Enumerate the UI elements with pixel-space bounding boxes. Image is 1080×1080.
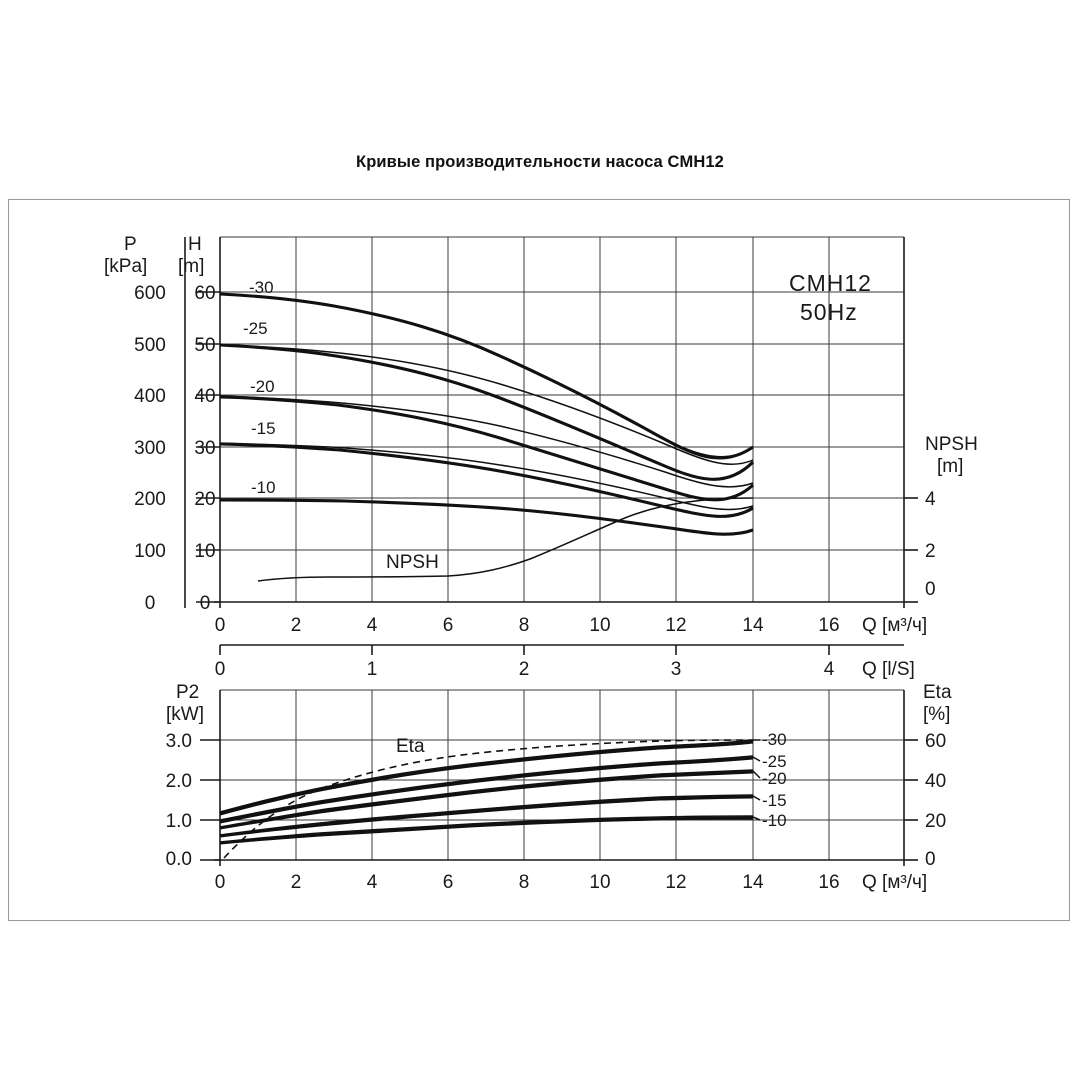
- xtick-10: 10: [589, 615, 611, 636]
- xtick-2: 2: [290, 615, 302, 636]
- xtick2-16-bottom: 16: [818, 872, 840, 893]
- curve-label-p2-10: -10: [762, 811, 787, 830]
- model-label-line1: CMH12: [789, 270, 872, 296]
- xtick2-12-bottom: 12: [665, 872, 687, 893]
- curve-head-30-thin: [220, 294, 753, 457]
- ytick-p-500: 500: [134, 335, 166, 356]
- axis-label-npsh: NPSH: [925, 434, 978, 455]
- model-label-line2: 50Hz: [800, 299, 858, 325]
- curve-label-p2-30: -30: [762, 730, 787, 749]
- curve-label-eta: Eta: [396, 736, 425, 757]
- axis-unit-pressure: [kPa]: [104, 256, 148, 277]
- ytick-h-30: 30: [194, 438, 216, 459]
- ytick-p-100: 100: [134, 541, 166, 562]
- axis-label-q-m3h-bottom: Q [м³/ч]: [862, 872, 928, 893]
- ytick-p2-3: 3.0: [165, 731, 192, 752]
- ytick-p2-2: 2.0: [165, 771, 192, 792]
- curve-head-20-thin: [220, 396, 753, 487]
- xtick2-0: 0: [214, 659, 226, 680]
- page-title: Кривые производительности насоса CMH12: [356, 153, 724, 171]
- curve-label-npsh: NPSH: [386, 552, 439, 573]
- curve-label-head-25: -25: [243, 319, 268, 338]
- axis-unit-npsh: [m]: [937, 456, 964, 477]
- ytick-npsh-4: 4: [925, 489, 936, 510]
- xtick-4: 4: [366, 615, 378, 636]
- axis-unit-eta: [%]: [923, 704, 951, 725]
- xtick-8: 8: [518, 615, 530, 636]
- ytick-eta-0: 0: [925, 849, 936, 870]
- curve-label-head-20: -20: [250, 377, 275, 396]
- xtick2-6-bottom: 6: [442, 872, 454, 893]
- ytick-h-40: 40: [194, 386, 216, 407]
- curve-p2-10: [220, 818, 753, 843]
- bottom-chart-grid: [200, 690, 918, 866]
- curve-label-head-10: -10: [251, 478, 276, 497]
- xtick2-14-bottom: 14: [742, 872, 764, 893]
- ytick-npsh-0: 0: [925, 579, 936, 600]
- xtick2-3: 3: [670, 659, 682, 680]
- xtick2-4: 4: [823, 659, 835, 680]
- ytick-eta-60: 60: [925, 731, 947, 752]
- ytick-h-0: 0: [199, 593, 211, 614]
- top-chart-curves: [220, 278, 753, 581]
- bottom-chart-axis-labels: [166, 682, 952, 893]
- ytick-p2-0: 0.0: [165, 849, 192, 870]
- ytick-h-60: 60: [194, 283, 216, 304]
- xtick2-1: 1: [366, 659, 378, 680]
- xtick2-8-bottom: 8: [518, 872, 530, 893]
- ytick-eta-40: 40: [925, 771, 947, 792]
- curve-label-p2-25: -25: [762, 752, 787, 771]
- bottom-chart-curves: [220, 730, 787, 858]
- axis-label-pressure: P: [124, 234, 137, 255]
- ytick-p-0: 0: [144, 593, 156, 614]
- curve-head-25: [220, 345, 753, 479]
- curve-label-head-15: -15: [251, 419, 276, 438]
- curve-head-15: [220, 444, 753, 516]
- ytick-p-600: 600: [134, 283, 166, 304]
- axis-unit-p2: [kW]: [166, 704, 204, 725]
- curve-label-p2-20: -20: [762, 769, 787, 788]
- curve-label-p2-15: -15: [762, 791, 787, 810]
- ytick-npsh-2: 2: [925, 541, 936, 562]
- axis-label-p2: P2: [176, 682, 200, 703]
- axis-label-head: H: [188, 234, 202, 255]
- axis-label-eta: Eta: [923, 682, 952, 703]
- xtick-12: 12: [665, 615, 687, 636]
- xtick-0: 0: [214, 615, 226, 636]
- axis-label-q-m3h-top: Q [м³/ч]: [862, 615, 928, 636]
- ytick-p2-1: 1.0: [165, 811, 192, 832]
- xtick2-2-bottom: 2: [290, 872, 302, 893]
- xtick-6: 6: [442, 615, 454, 636]
- xtick2-2: 2: [518, 659, 530, 680]
- ytick-p-400: 400: [134, 386, 166, 407]
- axis-label-q-ls: Q [l/S]: [862, 659, 915, 680]
- curve-label-head-30: -30: [249, 278, 274, 297]
- ytick-h-10: 10: [194, 541, 216, 562]
- ytick-eta-20: 20: [925, 811, 947, 832]
- xtick2-4-bottom: 4: [366, 872, 378, 893]
- ytick-h-20: 20: [194, 489, 216, 510]
- top-chart-axis-labels: [104, 234, 978, 680]
- xtick-16: 16: [818, 615, 840, 636]
- axis-unit-head: [m]: [178, 256, 205, 277]
- xtick-14: 14: [742, 615, 764, 636]
- ytick-p-200: 200: [134, 489, 166, 510]
- ytick-p-300: 300: [134, 438, 166, 459]
- xtick2-0-bottom: 0: [214, 872, 226, 893]
- ytick-h-50: 50: [194, 335, 216, 356]
- xtick2-10-bottom: 10: [589, 872, 611, 893]
